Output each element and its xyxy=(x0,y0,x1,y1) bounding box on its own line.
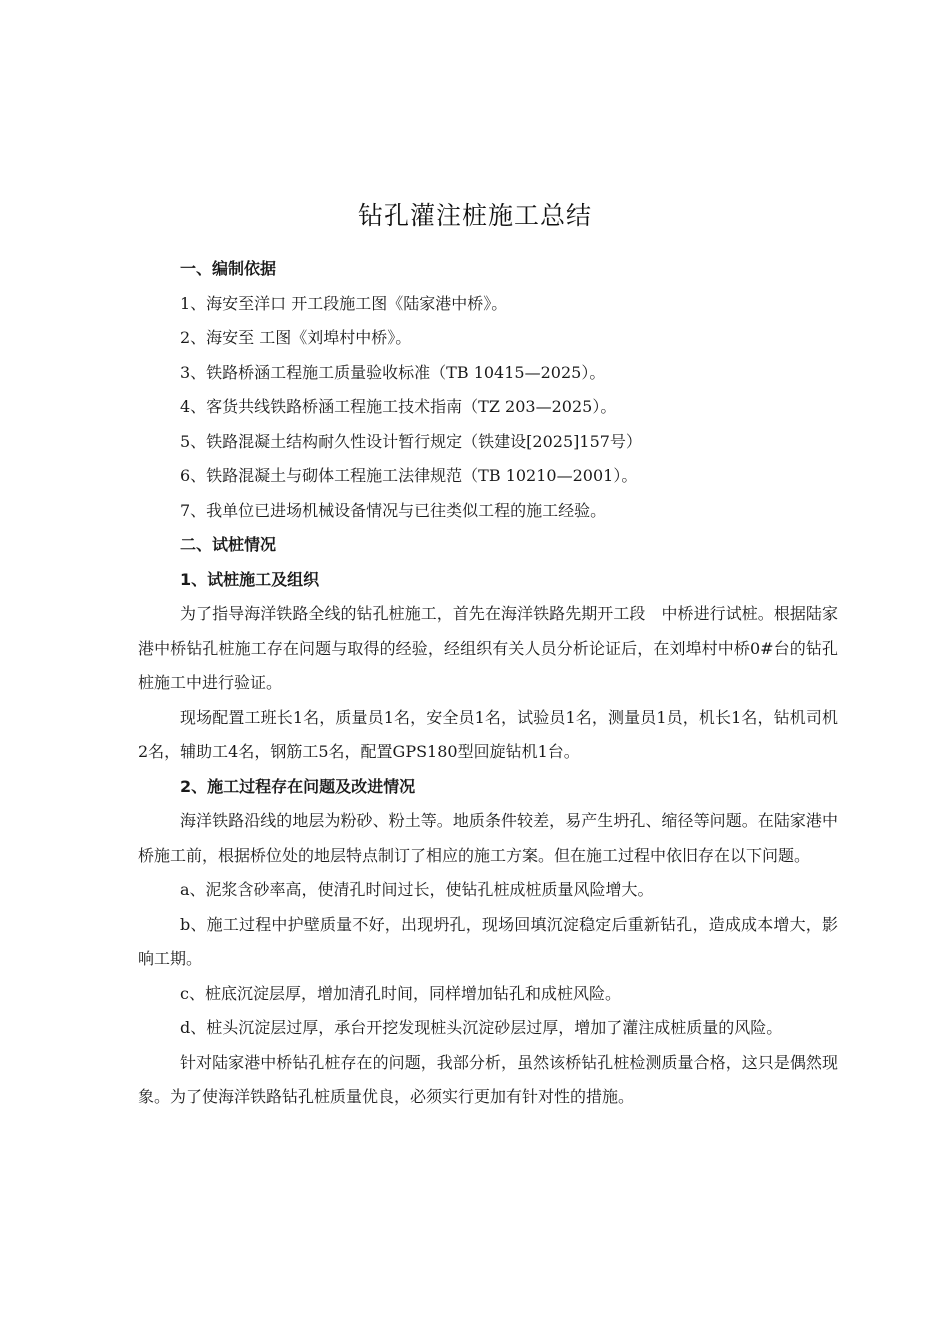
problem-item: c、桩底沉淀层厚，增加清孔时间，同样增加钻孔和成桩风险。 xyxy=(180,983,621,1003)
basis-item: 6、铁路混凝土与砌体工程施工法律规范（TB 10210—2001）。 xyxy=(180,466,638,485)
problem-item: b、施工过程中护壁质量不好，出现坍孔，现场回填沉淀稳定后重新钻孔，造成成本增大，影响工期。 xyxy=(138,914,838,968)
document-body xyxy=(138,252,838,1115)
section-heading-test-pile: 二、试桩情况 xyxy=(180,535,277,554)
subsection-heading-organization: 1、试桩施工及组织 xyxy=(180,569,320,589)
basis-item: 7、我单位已进场机械设备情况与已往类似工程的施工经验。 xyxy=(180,500,607,520)
basis-item: 2、海安至 工图《刘埠村中桥》。 xyxy=(180,328,412,347)
basis-item: 1、海安至洋口 开工段施工图《陆家港中桥》。 xyxy=(180,293,508,313)
document-title: 钻孔灌注桩施工总结 xyxy=(357,201,592,230)
paragraph: 海洋铁路沿线的地层为粉砂、粉土等。地质条件较差，易产生坍孔、缩径等问题。在陆家港中桥施工前，根据桥位处的地层特点制订了相应的施工方案。但在施工过程中依旧存在以下问题。 xyxy=(138,811,838,865)
basis-item: 4、客货共线铁路桥涵工程施工技术指南（TZ 203—2025）。 xyxy=(180,397,617,416)
paragraph: 现场配置工班长1名，质量员1名，安全员1名，试验员1名，测量员1员，机长1名，钻机司机2名，辅助工4名，钢筋工5名，配置GPS180型回旋钻机1台。 xyxy=(138,707,838,761)
paragraph: 针对陆家港中桥钻孔桩存在的问题，我部分析，虽然该桥钻孔桩检测质量合格，这只是偶然现象。为了使海洋铁路钻孔桩质量优良，必须实行更加有针对性的措施。 xyxy=(138,1052,838,1106)
problem-item: a、泥浆含砂率高，使清孔时间过长，使钻孔桩成桩质量风险增大。 xyxy=(180,880,654,899)
basis-item: 5、铁路混凝土结构耐久性设计暂行规定（铁建设[2025]157号） xyxy=(180,431,642,451)
problem-item: d、桩头沉淀层过厚，承台开挖发现桩头沉淀砂层过厚，增加了灌注成桩质量的风险。 xyxy=(180,1018,783,1037)
subsection-heading-problems: 2、施工过程存在问题及改进情况 xyxy=(180,776,416,796)
basis-item: 3、铁路桥涵工程施工质量验收标准（TB 10415—2025）。 xyxy=(180,362,606,382)
paragraph: 为了指导海洋铁路全线的钻孔桩施工，首先在海洋铁路先期开工段 中桥进行试桩。根据陆家港中桥钻孔桩施工存在问题与取得的经验，经组织有关人员分析论证后，在刘埠村中桥0#台的钻孔桩施工中进行验证。 xyxy=(138,604,838,692)
section-heading-basis: 一、编制依据 xyxy=(180,259,277,278)
